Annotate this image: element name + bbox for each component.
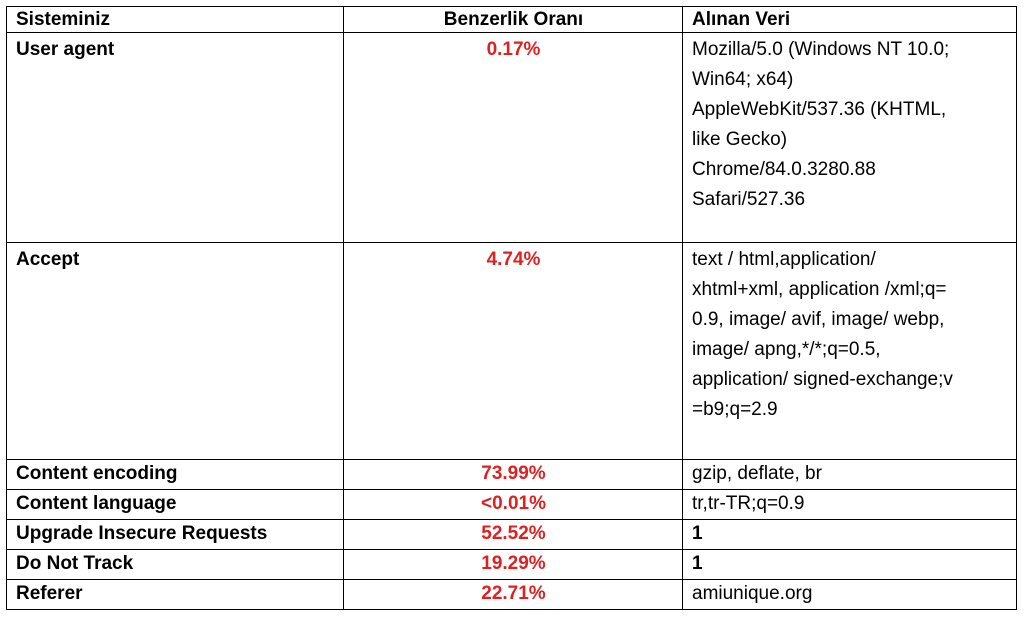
value-line: xhtml+xml, application /xml;q= [692, 279, 947, 300]
similarity-rate [344, 243, 683, 460]
similarity-rate-text: 52.52% [481, 523, 546, 544]
value-text: gzip, deflate, br [692, 463, 822, 484]
value-line: Win64; x64) [692, 69, 794, 90]
similarity-rate [344, 460, 683, 490]
value-line: text / html,application/ [692, 249, 876, 270]
table-row-referer [7, 580, 1017, 610]
header-received: Alınan Veri [683, 7, 1017, 33]
value-text: amiunique.org [692, 583, 813, 604]
table-row-content-encoding [7, 460, 1017, 490]
similarity-rate [344, 33, 683, 243]
value-line: 0.9, image/ avif, image/ webp, [692, 309, 945, 330]
row-label [7, 460, 344, 490]
fingerprint-table [6, 6, 1017, 610]
similarity-rate-text: 22.71% [481, 583, 546, 604]
row-label [7, 550, 344, 580]
value-text: 1 [692, 553, 703, 574]
table-row-user-agent [7, 33, 1017, 243]
value-line: =b9;q=2.9 [692, 399, 778, 420]
similarity-rate [344, 580, 683, 610]
value-line: image/ apng,*/*;q=0.5, [692, 339, 881, 360]
header-system: Sisteminiz [7, 7, 344, 33]
row-label-text: Referer [16, 583, 83, 604]
received-value [683, 580, 1017, 610]
value-line: like Gecko) [692, 129, 788, 150]
row-label [7, 580, 344, 610]
row-label-text: Do Not Track [16, 553, 134, 574]
table-header-row [7, 7, 1017, 33]
value-text: tr,tr-TR;q=0.9 [692, 493, 805, 514]
received-value [683, 550, 1017, 580]
similarity-rate [344, 490, 683, 520]
value-line: Chrome/84.0.3280.88 [692, 159, 876, 180]
row-label-text: Content encoding [16, 463, 178, 484]
value-line: Safari/527.36 [692, 189, 806, 210]
received-value [683, 33, 1017, 243]
row-label [7, 33, 344, 243]
similarity-rate-text: 0.17% [486, 39, 541, 60]
value-line: application/ signed-exchange;v [692, 369, 953, 390]
row-label [7, 520, 344, 550]
row-label-text: Upgrade Insecure Requests [16, 523, 268, 544]
row-label [7, 243, 344, 460]
similarity-rate [344, 520, 683, 550]
similarity-rate-text: 4.74% [486, 249, 541, 270]
similarity-rate-text: <0.01% [481, 493, 546, 514]
value-line: Mozilla/5.0 (Windows NT 10.0; [692, 39, 950, 60]
value-line: AppleWebKit/537.36 (KHTML, [692, 99, 947, 120]
header-similarity: Benzerlik Oranı [344, 7, 683, 33]
row-label [7, 490, 344, 520]
received-value [683, 520, 1017, 550]
table-row-upgrade-insecure-requests [7, 520, 1017, 550]
received-value [683, 243, 1017, 460]
similarity-rate-text: 73.99% [481, 463, 546, 484]
table-row-accept [7, 243, 1017, 460]
similarity-rate [344, 550, 683, 580]
row-label-text: User agent [16, 39, 115, 60]
row-label-text: Content language [16, 493, 177, 514]
row-label-text: Accept [16, 249, 80, 270]
value-text: 1 [692, 523, 703, 544]
table-row-do-not-track [7, 550, 1017, 580]
table-row-content-language [7, 490, 1017, 520]
received-value [683, 460, 1017, 490]
received-value [683, 490, 1017, 520]
similarity-rate-text: 19.29% [481, 553, 546, 574]
